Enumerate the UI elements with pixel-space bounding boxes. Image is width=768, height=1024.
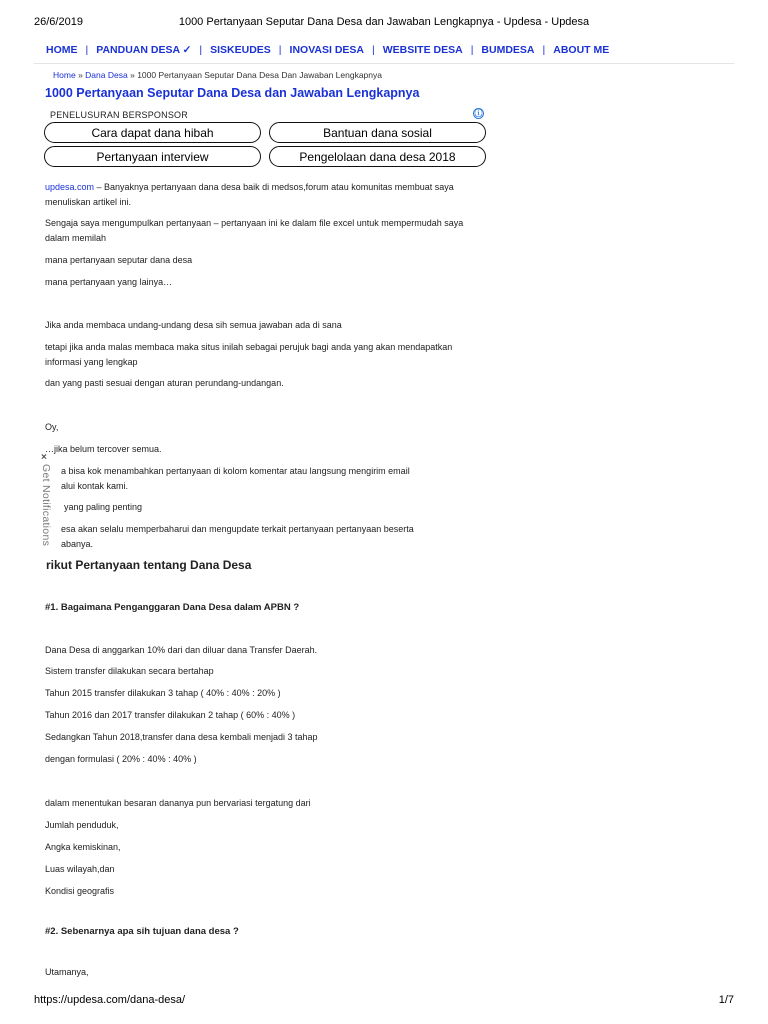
site-link[interactable]: updesa.com: [45, 182, 95, 192]
factor-item: Jumlah penduduk,: [45, 820, 119, 830]
intro-paragraph-4: mana pertanyaan yang lainya…: [45, 277, 173, 287]
print-url: https://updesa.com/dana-desa/: [34, 994, 186, 1006]
print-footer: [34, 994, 734, 1008]
breadcrumb: [53, 70, 382, 80]
breadcrumb-category[interactable]: Dana Desa: [85, 70, 128, 80]
print-date: 26/6/2019: [34, 16, 83, 28]
notification-tab[interactable]: [38, 452, 58, 564]
intro-paragraph-1-text: – Banyaknya pertanyaan dana desa baik di medsos,forum atau komunitas membuat saya menuliskan artikel ini.: [45, 182, 454, 207]
breadcrumb-separator: »: [78, 70, 83, 80]
nav-home[interactable]: HOME: [46, 44, 78, 56]
nav-separator: |: [542, 44, 546, 56]
answer-line: Tahun 2016 dan 2017 transfer dilakukan 2 tahap ( 60% : 40% ): [45, 710, 296, 720]
answer-line: Tahun 2015 transfer dilakukan 3 tahap ( 40% : 40% : 20% ): [45, 688, 281, 698]
info-icon[interactable]: ⓘ: [474, 108, 483, 118]
intro-paragraph-10-line-1: a bisa kok menambahkan pertanyaan di kolom komentar atau langsung mengirim email: [61, 466, 410, 476]
ad-button-cara-dapat-dana-hibah[interactable]: Cara dapat dana hibah: [44, 122, 261, 143]
nav-separator: |: [372, 44, 375, 56]
ad-button-bantuan-dana-sosial[interactable]: Bantuan dana sosial: [269, 122, 486, 143]
main-nav: [34, 37, 734, 63]
nav-bumdesa[interactable]: BUMDESA: [481, 44, 535, 56]
nav-siskeudes[interactable]: SISKEUDES: [210, 44, 271, 56]
nav-separator: |: [199, 44, 203, 56]
intro-paragraph-8: Oy,: [45, 422, 59, 432]
intro-paragraph-11: yang paling penting: [64, 502, 143, 512]
nav-about-me[interactable]: ABOUT ME: [553, 44, 610, 56]
breadcrumb-home[interactable]: Home: [53, 70, 76, 80]
section-heading: rikut Pertanyaan tentang Dana Desa: [46, 558, 252, 572]
intro-paragraph-7: dan yang pasti sesuai dengan aturan perundang-undangan.: [45, 378, 284, 388]
intro-paragraph-10-line-2: alui kontak kami.: [61, 481, 129, 491]
intro-paragraph-3: mana pertanyaan seputar dana desa: [45, 255, 193, 265]
answer-line: Dana Desa di anggarkan 10% dari dan diluar dana Transfer Daerah.: [45, 645, 318, 655]
intro-paragraph-12-line-2: abanya.: [61, 539, 94, 549]
nav-panduan-desa[interactable]: PANDUAN DESA ✓: [96, 44, 192, 56]
sponsored-label: PENELUSURAN BERSPONSOR: [50, 110, 188, 120]
intro-paragraph-2: Sengaja saya mengumpulkan pertanyaan – pertanyaan ini ke dalam file excel untuk mempermudah saya dalam memilah: [45, 218, 464, 243]
answer-line: Sistem transfer dilakukan secara bertahap: [45, 666, 214, 676]
nav-separator: |: [278, 44, 282, 56]
factor-item: Luas wilayah,dan: [45, 864, 115, 874]
print-header: [34, 16, 734, 30]
intro-paragraph-12-line-1: esa akan selalu memperbaharui dan mengupdate terkait pertanyaan pertanyaan beserta: [61, 524, 414, 534]
question-2-title: #2. Sebenarnya apa sih tujuan dana desa ?: [45, 926, 239, 937]
notification-label[interactable]: Get Notifications: [40, 464, 52, 547]
nav-website-desa[interactable]: WEBSITE DESA: [382, 44, 463, 56]
answer-line: dengan formulasi ( 20% : 40% : 40% ): [45, 754, 197, 764]
answer-line: Sedangkan Tahun 2018,transfer dana desa kembali menjadi 3 tahap: [45, 732, 318, 742]
factor-item: Kondisi geografis: [45, 886, 115, 896]
page-title: 1000 Pertanyaan Seputar Dana Desa dan Jawaban Lengkapnya: [45, 86, 420, 100]
page-number: 1/7: [718, 994, 734, 1006]
factor-item: Angka kemiskinan,: [45, 842, 121, 852]
factors-intro: dalam menentukan besaran dananya pun bervariasi tergatung dari: [45, 798, 311, 808]
nav-inovasi-desa[interactable]: INOVASI DESA: [289, 44, 365, 56]
intro-paragraph-1: [45, 180, 485, 210]
intro-paragraph-5: Jika anda membaca undang-undang desa sih semua jawaban ada di sana: [45, 320, 342, 330]
ad-button-pertanyaan-interview[interactable]: Pertanyaan interview: [44, 146, 261, 167]
breadcrumb-current: 1000 Pertanyaan Seputar Dana Desa Dan Jawaban Lengkapnya: [137, 70, 382, 80]
close-icon[interactable]: ×: [41, 452, 47, 463]
answer-line: Utamanya,: [45, 967, 89, 977]
breadcrumb-separator: »: [130, 70, 135, 80]
print-page-title: 1000 Pertanyaan Seputar Dana Desa dan Jawaban Lengkapnya - Updesa - Updesa: [178, 16, 590, 28]
intro-paragraph-9: …jika belum tercover semua.: [45, 444, 162, 454]
nav-divider: [34, 63, 734, 64]
question-1-title: #1. Bagaimana Penganggaran Dana Desa dalam APBN ?: [45, 602, 300, 613]
nav-separator: |: [470, 44, 474, 56]
intro-paragraph-6: tetapi jika anda malas membaca maka situs inilah sebagai perujuk bagi anda yang akan mendapatkan informasi yang lengkap: [45, 342, 453, 367]
ad-button-pengelolaan-dana-desa-2018[interactable]: Pengelolaan dana desa 2018: [269, 146, 486, 167]
nav-separator: |: [85, 44, 89, 56]
